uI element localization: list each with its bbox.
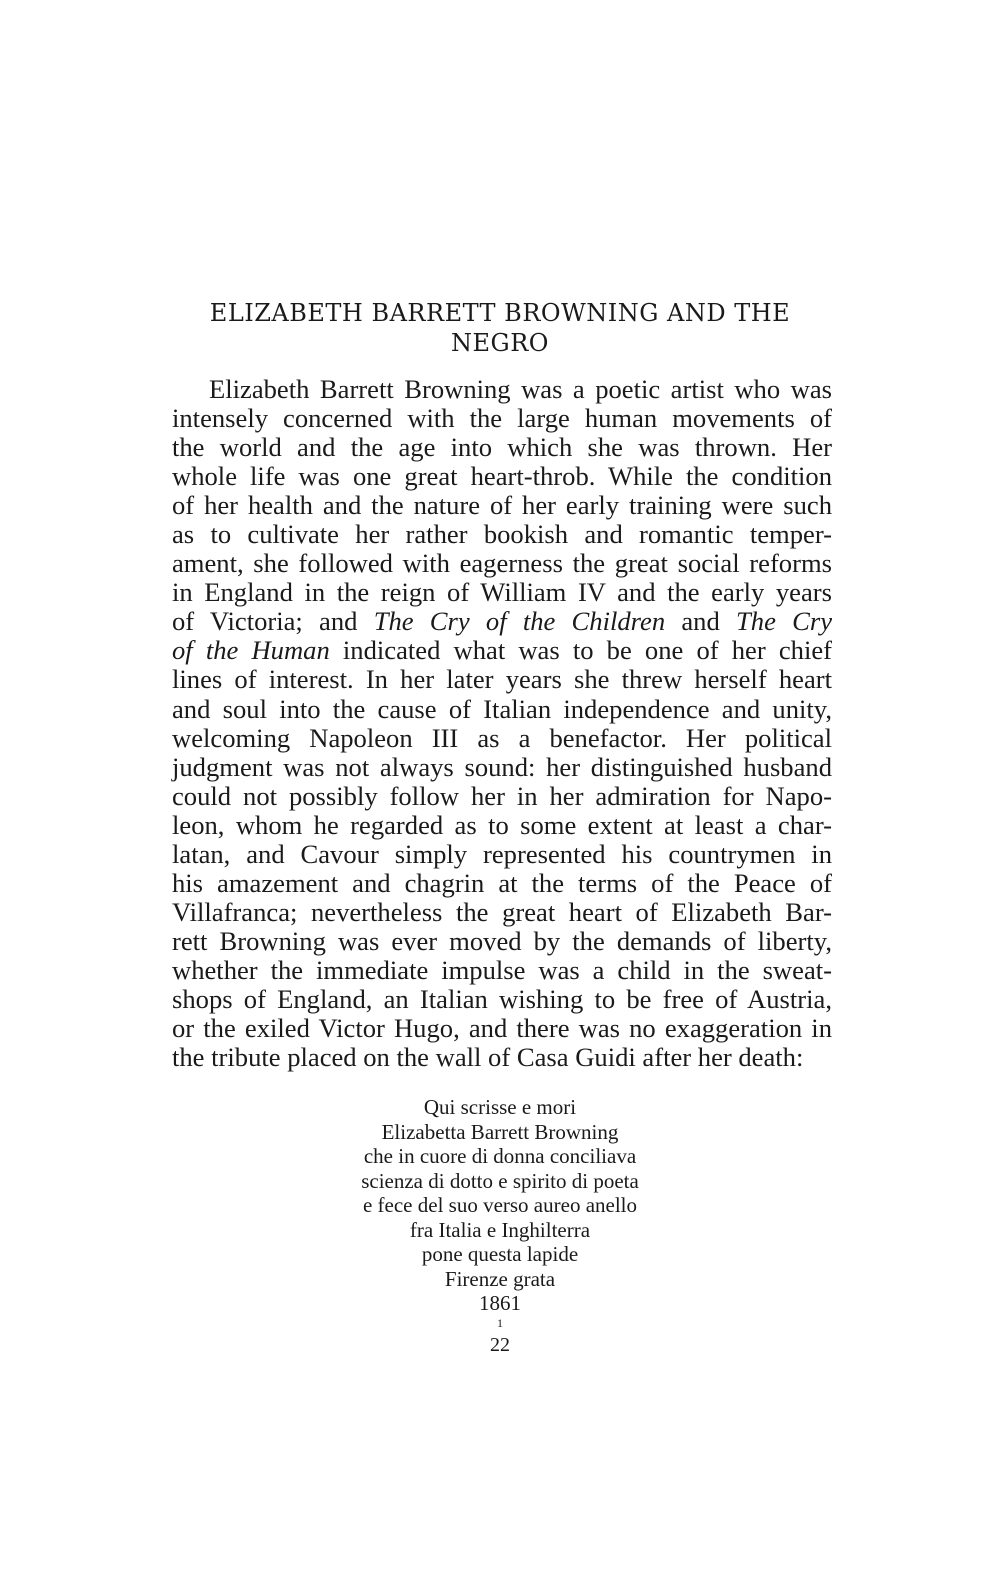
inscription-line: e fece del suo verso aureo anello	[362, 1193, 638, 1217]
text-line: latan, and Cavour simply represented his countrymen in	[172, 838, 832, 869]
text-line: shops of England, an Italian wishing to be free of Austria,	[172, 983, 832, 1014]
text-line: of her health and the nature of her early training were such	[172, 490, 832, 521]
inscription-line: pone questa lapide	[421, 1242, 579, 1266]
text-line: in England in the reign of William IV and the early years	[172, 577, 832, 608]
inscription-line: fra Italia e Inghilterra	[409, 1217, 591, 1242]
text-line: as to cultivate her rather bookish and romantic temper-	[172, 519, 832, 550]
text-segment: of Victoria; and	[172, 606, 374, 637]
text-line: leon, whom he regarded as to some extent at least a char-	[172, 809, 832, 840]
inscription-line: scienza di dotto e spirito di poeta	[361, 1168, 639, 1193]
page-number: 22	[490, 1334, 510, 1356]
work-title-italic: The Cry	[736, 606, 833, 637]
text-line: lines of interest. In her later years she threw herself heart	[172, 664, 832, 695]
text-line: Villafranca; nevertheless the great heart of Elizabeth Bar-	[172, 896, 832, 927]
text-line: whole life was one great heart-throb. While the condition	[172, 461, 832, 492]
inscription-line: Firenze grata	[444, 1266, 556, 1291]
text-line: the tribute placed on the wall of Casa Guidi after her death:	[172, 1042, 804, 1073]
inscription-line: Elizabetta Barrett Browning	[381, 1119, 619, 1144]
work-title-italic: of the Human	[172, 635, 330, 666]
text-line: rett Browning was ever moved by the demands of liberty,	[172, 925, 832, 956]
text-line: ament, she followed with eagerness the great social reforms	[172, 548, 832, 579]
text-line: judgment was not always sound: her distinguished husband	[172, 751, 832, 782]
text-line: intensely concerned with the large human movements of	[172, 403, 832, 434]
casa-guidi-inscription	[250, 1095, 750, 1340]
title-line-2: NEGRO	[451, 329, 549, 357]
text-segment: indicated what was to be one of her chief	[329, 635, 832, 666]
inscription-year: 1861	[479, 1291, 521, 1315]
text-line: whether the immediate impulse was a child in the sweat-	[172, 954, 832, 985]
text-line: or the exiled Victor Hugo, and there was no exaggeration in	[172, 1013, 832, 1044]
text-line: welcoming Napoleon III as a benefactor. Her political	[172, 722, 832, 753]
text-line: could not possibly follow her in her admiration for Napo-	[172, 780, 832, 811]
footnote-marker: 1	[497, 1315, 503, 1330]
text-line: and soul into the cause of Italian independence and unity,	[172, 693, 832, 724]
text-line	[172, 636, 832, 665]
text-line: his amazement and chagrin at the terms of the Peace of	[172, 867, 832, 898]
text-line: the world and the age into which she was thrown. Her	[172, 432, 832, 463]
inscription-line: Qui scrisse e mori	[423, 1095, 577, 1119]
body-paragraph	[172, 375, 832, 1072]
inscription-line: che in cuore di donna conciliava	[363, 1144, 637, 1168]
text-line: Elizabeth Barrett Browning was a poetic artist who was	[209, 374, 832, 404]
title-line-1: ELIZABETH BARRETT BROWNING AND THE	[209, 299, 791, 327]
text-segment: and	[665, 606, 736, 637]
text-line	[172, 607, 832, 636]
work-title-italic: The Cry of the Children	[373, 606, 666, 637]
chapter-title	[160, 298, 840, 358]
